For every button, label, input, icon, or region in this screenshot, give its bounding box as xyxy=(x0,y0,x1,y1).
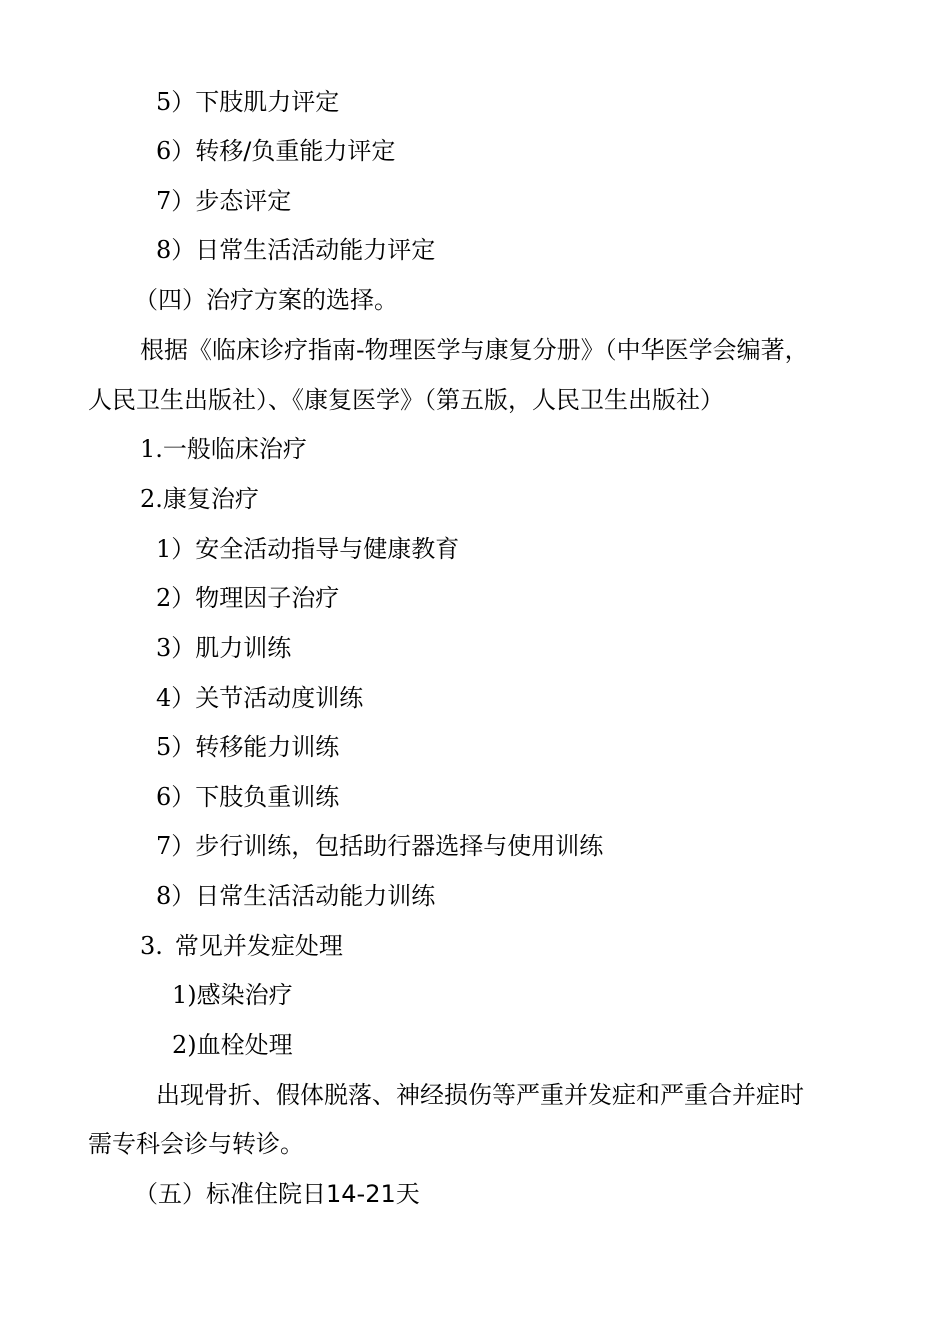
list-item-number: 3） xyxy=(156,634,196,662)
numbered-item xyxy=(140,930,343,962)
numbered-item-number: 1. xyxy=(140,435,163,463)
list-item-text: 下肢肌力评定 xyxy=(195,88,340,116)
list-item-text: 安全活动指导与健康教育 xyxy=(195,535,460,563)
section-heading: （四）治疗方案的选择。 xyxy=(134,286,398,314)
numbered-item-text: 康复治疗 xyxy=(162,485,259,513)
list-item-number: 6） xyxy=(156,783,196,811)
list-item-number: 1) xyxy=(172,981,197,1009)
numbered-item-number: 3. xyxy=(140,932,163,960)
list-item xyxy=(156,781,339,813)
list-item xyxy=(156,731,339,763)
note-paragraph-line-2: 需专科会诊与转诊。 xyxy=(88,1130,304,1158)
list-item-number: 2） xyxy=(156,584,196,612)
numbered-item-number: 2. xyxy=(140,485,163,513)
reference-paragraph-line-2: 人民卫生出版社）、《康复医学》（第五版，人民卫生出版社） xyxy=(88,386,724,414)
list-item-number: 5） xyxy=(156,733,196,761)
numbered-item xyxy=(140,433,307,465)
list-item xyxy=(156,533,459,565)
list-item-number: 8） xyxy=(156,882,196,910)
list-item xyxy=(156,185,291,217)
section-heading: （五）标准住院日14-21天 xyxy=(134,1180,420,1208)
list-item-text: 步态评定 xyxy=(195,187,292,215)
list-item-text: 步行训练，包括助行器选择与使用训练 xyxy=(195,832,604,860)
list-item-text: 肌力训练 xyxy=(195,634,292,662)
list-item xyxy=(156,682,363,714)
list-item-number: 2) xyxy=(172,1031,197,1059)
list-item xyxy=(156,135,395,167)
list-item xyxy=(156,234,435,266)
list-item xyxy=(156,830,603,862)
list-item-number: 5） xyxy=(156,88,196,116)
list-item-number: 7） xyxy=(156,832,196,860)
list-item xyxy=(156,880,435,912)
list-item-number: 8） xyxy=(156,236,196,264)
list-item xyxy=(172,979,293,1011)
reference-paragraph-line-1: 根据《临床诊疗指南-物理医学与康复分册》（中华医学会编著， xyxy=(140,336,809,364)
list-item-text: 下肢负重训练 xyxy=(195,783,340,811)
list-item-text: 感染治疗 xyxy=(196,981,293,1009)
list-item-number: 7） xyxy=(156,187,196,215)
numbered-item-text: 常见并发症处理 xyxy=(174,932,343,960)
list-item xyxy=(156,86,339,118)
list-item-text: 关节活动度训练 xyxy=(195,684,364,712)
list-item-number: 1） xyxy=(156,535,196,563)
list-item-number: 6） xyxy=(156,137,196,165)
list-item-number: 4） xyxy=(156,684,196,712)
list-item xyxy=(172,1029,293,1061)
list-item-text: 日常生活活动能力评定 xyxy=(195,236,436,264)
list-item-text: 转移能力训练 xyxy=(195,733,340,761)
numbered-item-text: 一般临床治疗 xyxy=(162,435,307,463)
list-item-text: 转移/负重能力评定 xyxy=(195,137,396,165)
note-paragraph-line-1: 出现骨折、假体脱落、神经损伤等严重并发症和严重合并症时 xyxy=(156,1081,804,1109)
list-item-text: 血栓处理 xyxy=(196,1031,293,1059)
numbered-item xyxy=(140,483,259,515)
list-item-text: 日常生活活动能力训练 xyxy=(195,882,436,910)
list-item xyxy=(156,632,291,664)
list-item xyxy=(156,582,339,614)
list-item-text: 物理因子治疗 xyxy=(195,584,340,612)
